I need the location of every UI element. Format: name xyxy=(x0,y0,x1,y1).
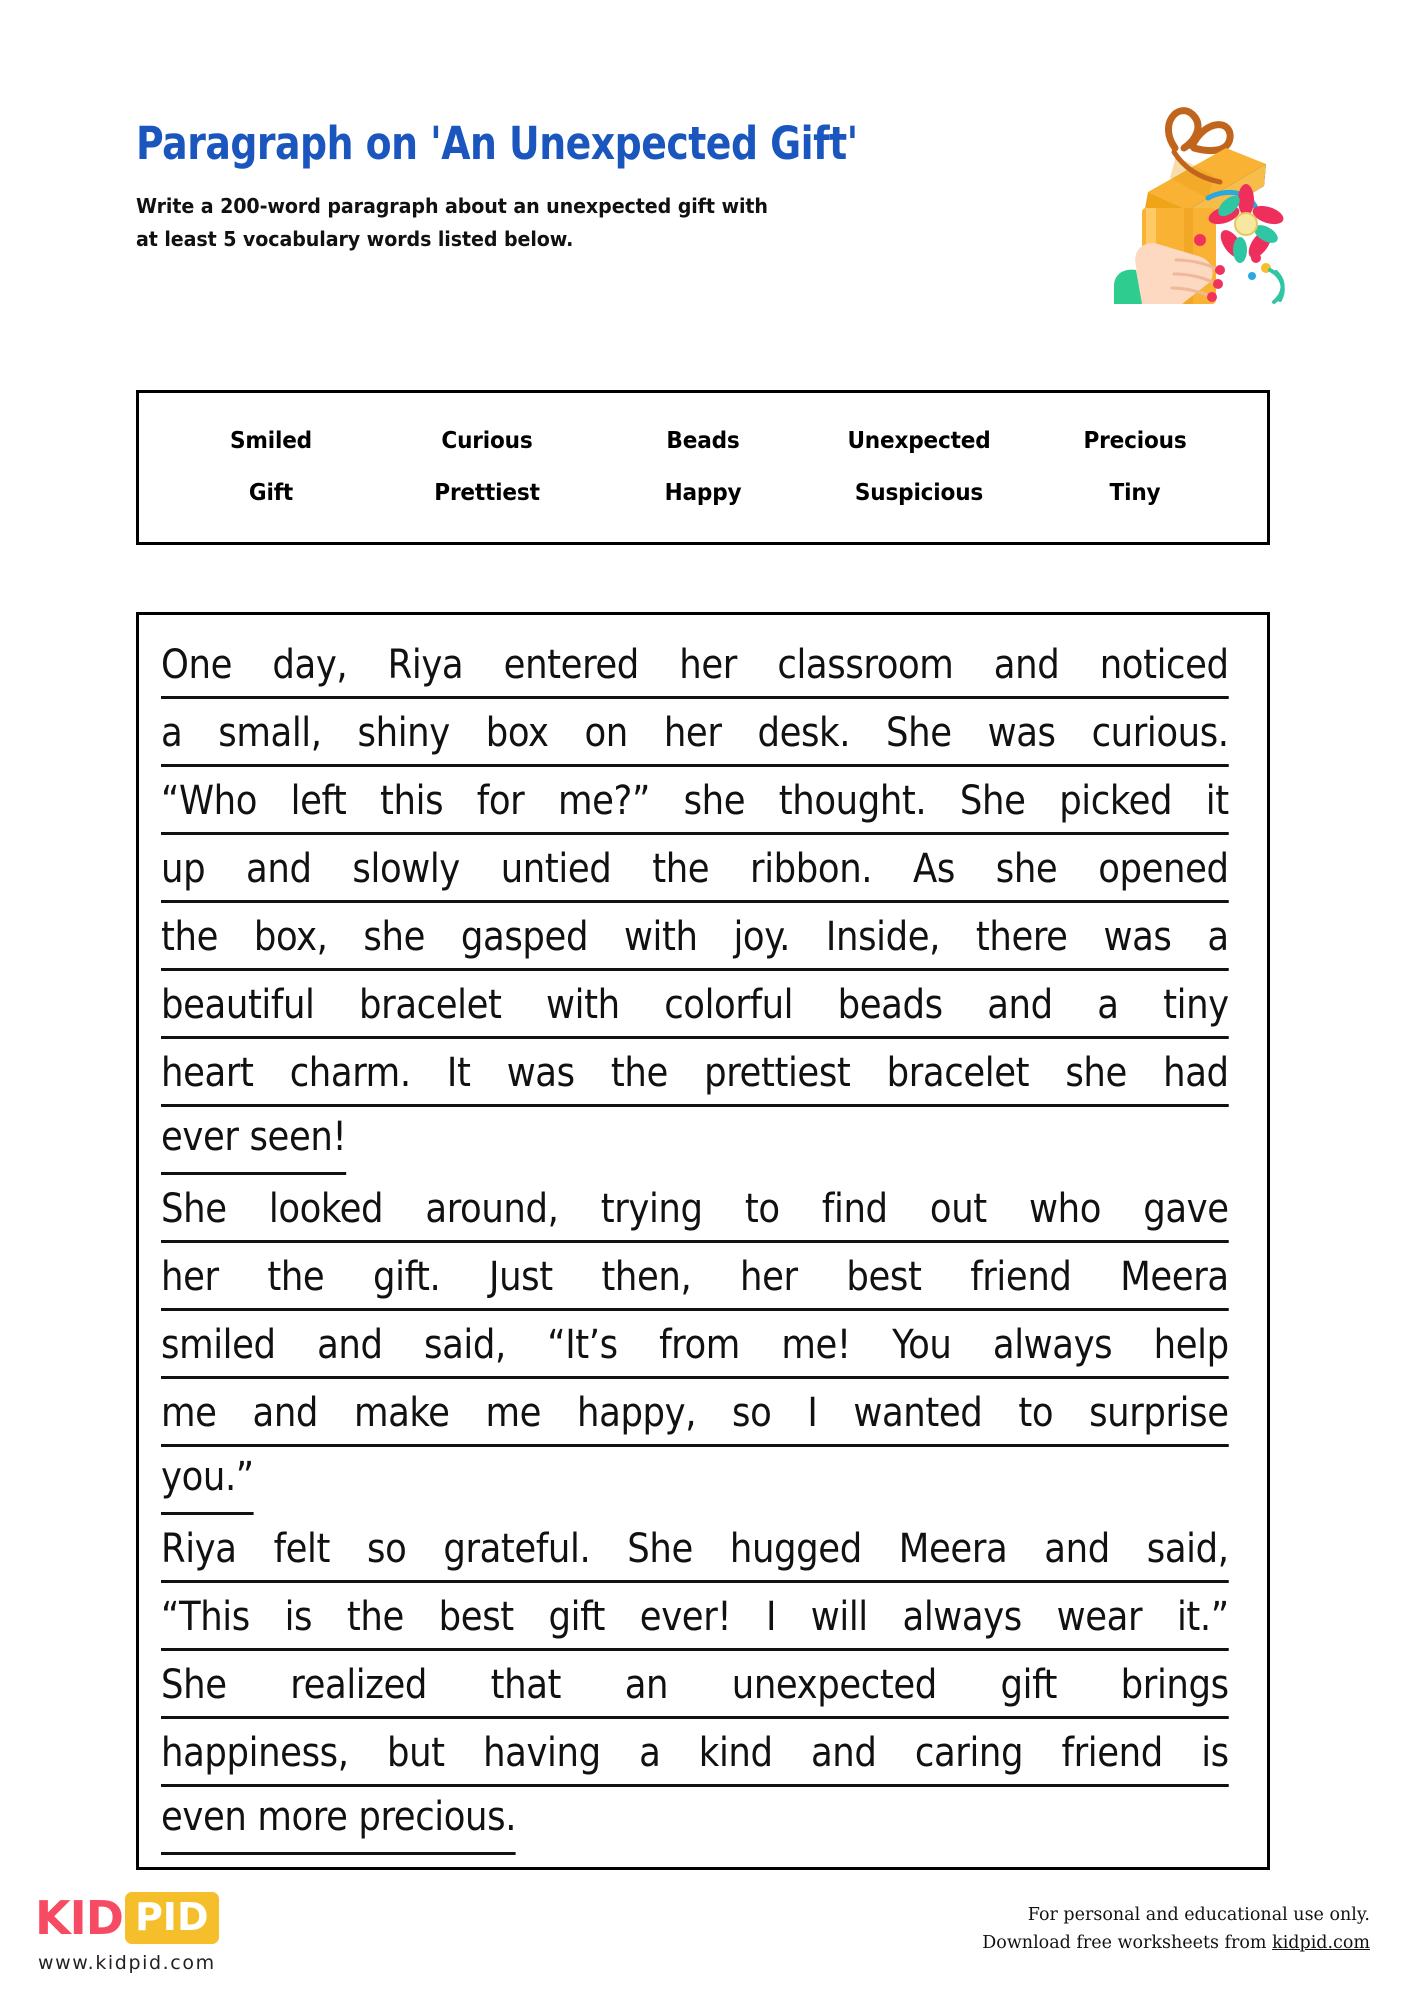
paragraph-word: slowly xyxy=(352,846,460,892)
paragraph-word: brings xyxy=(1120,1662,1229,1708)
paragraph-word: and xyxy=(317,1322,383,1368)
paragraph-word: joy. xyxy=(733,914,791,960)
paragraph-word: She xyxy=(959,778,1026,824)
paragraph-word: Meera xyxy=(898,1526,1008,1572)
paragraph-word: friend xyxy=(1061,1730,1163,1776)
paragraph-word: Riya xyxy=(161,1526,237,1572)
paragraph-word: the xyxy=(346,1594,404,1640)
paragraph-word: me xyxy=(485,1390,542,1436)
paragraph-word: shiny xyxy=(357,710,450,756)
paragraph-word: is xyxy=(284,1594,313,1640)
paragraph-word: classroom xyxy=(777,642,954,688)
paragraph-word: said, xyxy=(423,1322,506,1368)
paragraph-word: her xyxy=(161,1254,219,1300)
paragraph-word: is xyxy=(1201,1730,1229,1776)
paragraph-word: around, xyxy=(425,1186,559,1232)
paragraph-line xyxy=(161,1107,1229,1175)
paragraph-line xyxy=(161,1787,1229,1855)
paragraph-word: She xyxy=(886,710,952,756)
paragraph-word: felt xyxy=(273,1526,331,1572)
paragraph-word: gift xyxy=(548,1594,606,1640)
paragraph-word: colorful xyxy=(664,982,794,1028)
vocab-word: Prettiest xyxy=(434,479,540,506)
paragraph-line xyxy=(161,1447,1229,1515)
paragraph-word: wear xyxy=(1056,1594,1143,1640)
paragraph-word: box xyxy=(485,710,549,756)
paragraph-word: Inside, xyxy=(825,914,940,960)
page-title: Paragraph on 'An Unexpected Gift' xyxy=(136,117,858,170)
paragraph-word: had xyxy=(1163,1050,1229,1096)
paragraph-word: best xyxy=(846,1254,922,1300)
paragraph-word: up xyxy=(161,846,206,892)
paragraph-line xyxy=(161,1039,1229,1107)
paragraph-word: It xyxy=(446,1050,471,1096)
paragraph-line xyxy=(161,1515,1229,1583)
paragraph-word: friend xyxy=(970,1254,1072,1300)
paragraph-word: so xyxy=(732,1390,772,1436)
paragraph-word: bracelet xyxy=(359,982,502,1028)
paragraph-word: and xyxy=(1044,1526,1110,1572)
vocab-word: Gift xyxy=(248,479,294,506)
paragraph-word: unexpected xyxy=(731,1662,937,1708)
paragraph-word: will xyxy=(810,1594,868,1640)
vocab-word: Precious xyxy=(1083,427,1187,454)
paragraph-word: then, xyxy=(601,1254,692,1300)
paragraph-word: with xyxy=(623,914,698,960)
paragraph-word: a xyxy=(1207,914,1229,960)
paragraph-line xyxy=(161,631,1229,699)
vocab-word: Tiny xyxy=(1109,479,1161,506)
kidpid-link[interactable]: kidpid.com xyxy=(1272,1933,1370,1954)
vocab-word: Happy xyxy=(664,479,742,506)
paragraph-word: “It’s xyxy=(547,1322,618,1368)
paragraph-line-text: you.” xyxy=(161,1447,254,1515)
paragraph-word: on xyxy=(584,710,628,756)
vocabulary-row xyxy=(163,467,1243,519)
gift-illustration xyxy=(1080,90,1310,310)
paragraph-word: entered xyxy=(503,642,639,688)
paragraph-word: happiness, xyxy=(161,1730,349,1776)
paragraph-word: and xyxy=(252,1390,319,1436)
paragraph-word: there xyxy=(975,914,1068,960)
logo-pid-badge: PID xyxy=(125,1892,219,1944)
paragraph-lines xyxy=(139,615,1267,1855)
paragraph-word: wanted xyxy=(853,1390,983,1436)
paragraph-word: looked xyxy=(268,1186,384,1232)
paragraph-word: curious. xyxy=(1091,710,1229,756)
paragraph-word: happy, xyxy=(577,1390,697,1436)
paragraph-word: hugged xyxy=(729,1526,862,1572)
paragraph-word: One xyxy=(161,642,233,688)
paragraph-word: untied xyxy=(500,846,612,892)
paragraph-word: with xyxy=(546,982,620,1028)
paragraph-word: tiny xyxy=(1163,982,1229,1028)
paragraph-word: was xyxy=(987,710,1056,756)
paragraph-word: the xyxy=(652,846,710,892)
paragraph-line xyxy=(161,971,1229,1039)
paragraph-word: always xyxy=(902,1594,1022,1640)
paragraph-word: that xyxy=(490,1662,562,1708)
paragraph-word: the xyxy=(267,1254,325,1300)
paragraph-word: best xyxy=(438,1594,514,1640)
footer-note xyxy=(982,1901,1370,1958)
paragraph-line xyxy=(161,1651,1229,1719)
paragraph-word: gasped xyxy=(460,914,589,960)
paragraph-word: opened xyxy=(1098,846,1229,892)
paragraph-line-text: even more precious. xyxy=(161,1787,516,1855)
paragraph-word: Riya xyxy=(387,642,464,688)
paragraph-word: was xyxy=(506,1050,575,1096)
paragraph-word: find xyxy=(821,1186,888,1232)
paragraph-word: me! xyxy=(781,1322,851,1368)
paragraph-word: gave xyxy=(1143,1186,1229,1232)
paragraph-word: a xyxy=(161,710,183,756)
paragraph-word: always xyxy=(992,1322,1113,1368)
paragraph-word: it.” xyxy=(1176,1594,1229,1640)
logo-kid-text: KID xyxy=(35,1891,123,1945)
paragraph-line xyxy=(161,1719,1229,1787)
paragraph-word: a xyxy=(639,1730,661,1776)
vocab-word: Smiled xyxy=(230,427,312,454)
paragraph-word: beautiful xyxy=(161,982,315,1028)
paragraph-word: gift xyxy=(1000,1662,1058,1708)
paragraph-line xyxy=(161,903,1229,971)
paragraph-line-text: ever seen! xyxy=(161,1107,346,1175)
beads-icon xyxy=(1248,253,1283,302)
paragraph-word: grateful. xyxy=(443,1526,591,1572)
paragraph-word: picked xyxy=(1059,778,1173,824)
paragraph-line xyxy=(161,699,1229,767)
paragraph-word: thought. xyxy=(778,778,927,824)
vocab-word: Suspicious xyxy=(854,479,984,506)
footer-usage-line: For personal and educational use only. xyxy=(1027,1905,1370,1925)
paragraph-word: the xyxy=(610,1050,668,1096)
paragraph-word: to xyxy=(744,1186,780,1232)
logo-mark xyxy=(35,1893,219,1943)
vocabulary-row xyxy=(163,415,1243,467)
paragraph-line xyxy=(161,1311,1229,1379)
paragraph-word: and xyxy=(246,846,312,892)
paragraph-word: it xyxy=(1205,778,1229,824)
vocab-word: Curious xyxy=(441,427,533,454)
paragraph-word: You xyxy=(892,1322,952,1368)
vocab-word: Beads xyxy=(666,427,740,454)
paragraph-word: for xyxy=(476,778,525,824)
paragraph-word: heart xyxy=(161,1050,254,1096)
paragraph-word: me?” xyxy=(557,778,650,824)
paragraph-word: ever! xyxy=(639,1594,732,1640)
paragraph-word: box, xyxy=(253,914,328,960)
paragraph-word: her xyxy=(679,642,737,688)
paragraph-word: day, xyxy=(272,642,348,688)
paragraph-word: who xyxy=(1029,1186,1101,1232)
paragraph-word: having xyxy=(483,1730,601,1776)
paragraph-word: left xyxy=(290,778,347,824)
paragraph-word: was xyxy=(1103,914,1172,960)
paragraph-word: I xyxy=(765,1594,777,1640)
vocabulary-grid xyxy=(139,393,1267,542)
paragraph-word: so xyxy=(366,1526,407,1572)
paragraph-word: to xyxy=(1018,1390,1054,1436)
paragraph-word: She xyxy=(161,1662,227,1708)
paragraph-word: and xyxy=(810,1730,877,1776)
kidpid-logo xyxy=(35,1893,219,1974)
page-footer xyxy=(0,1885,1414,2000)
paragraph-line xyxy=(161,835,1229,903)
paragraph-word: her xyxy=(663,710,722,756)
paragraph-line xyxy=(161,767,1229,835)
paragraph-word: her xyxy=(740,1254,798,1300)
paragraph-word: beads xyxy=(837,982,943,1028)
paragraph-word: out xyxy=(929,1186,987,1232)
paragraph-word: As xyxy=(913,846,955,892)
paragraph-word: a xyxy=(1097,982,1119,1028)
paragraph-word: prettiest xyxy=(704,1050,851,1096)
paragraph-word: desk. xyxy=(757,710,851,756)
paragraph-word: ribbon. xyxy=(750,846,873,892)
paragraph-word: noticed xyxy=(1099,642,1229,688)
paragraph-word: Just xyxy=(489,1254,553,1300)
paragraph-word: the xyxy=(161,914,219,960)
paragraph-word: this xyxy=(380,778,444,824)
paragraph-word: she xyxy=(1065,1050,1127,1096)
paragraph-word: She xyxy=(627,1526,693,1572)
instructions-text: Write a 200-word paragraph about an unexpected gift with at least 5 vocabulary words listed below. xyxy=(136,193,768,251)
paragraph-word: bracelet xyxy=(886,1050,1030,1096)
paragraph-word: I xyxy=(807,1390,818,1436)
footer-download-prefix: Download free worksheets from xyxy=(982,1933,1273,1954)
paragraph-word: smiled xyxy=(161,1322,276,1368)
paragraph-word: realized xyxy=(290,1662,427,1708)
paragraph-word: small, xyxy=(218,710,322,756)
paragraph-word: she xyxy=(683,778,746,824)
paragraph-line xyxy=(161,1379,1229,1447)
paragraph-word: charm. xyxy=(289,1050,411,1096)
paragraph-line xyxy=(161,1583,1229,1651)
paragraph-line xyxy=(161,1243,1229,1311)
paragraph-word: kind xyxy=(698,1730,773,1776)
footer-download-line xyxy=(982,1929,1370,1957)
paragraph-word: help xyxy=(1153,1322,1229,1368)
paragraph-word: make xyxy=(353,1390,450,1436)
paragraph-word: “This xyxy=(161,1594,250,1640)
paragraph-word: and xyxy=(987,982,1053,1028)
paragraph-word: “Who xyxy=(161,778,257,824)
paragraph-word: She xyxy=(161,1186,227,1232)
paragraph-word: from xyxy=(659,1322,740,1368)
paragraph-word: she xyxy=(363,914,425,960)
vocab-word: Unexpected xyxy=(847,427,991,454)
paragraph-word: she xyxy=(995,846,1058,892)
paragraph-word: surprise xyxy=(1089,1390,1229,1436)
paragraph-word: me xyxy=(161,1390,217,1436)
vocabulary-box xyxy=(136,390,1270,545)
paragraph-answer-box[interactable] xyxy=(136,612,1270,1870)
paragraph-word: Meera xyxy=(1120,1254,1229,1300)
paragraph-word: but xyxy=(386,1730,445,1776)
paragraph-word: said, xyxy=(1146,1526,1229,1572)
paragraph-line xyxy=(161,1175,1229,1243)
paragraph-word: and xyxy=(993,642,1060,688)
paragraph-word: an xyxy=(624,1662,669,1708)
paragraph-word: trying xyxy=(600,1186,703,1232)
logo-website-url: www.kidpid.com xyxy=(38,1952,216,1974)
ribbon-bow-icon xyxy=(1168,111,1230,151)
paragraph-word: caring xyxy=(914,1730,1024,1776)
paragraph-word: gift. xyxy=(373,1254,441,1300)
